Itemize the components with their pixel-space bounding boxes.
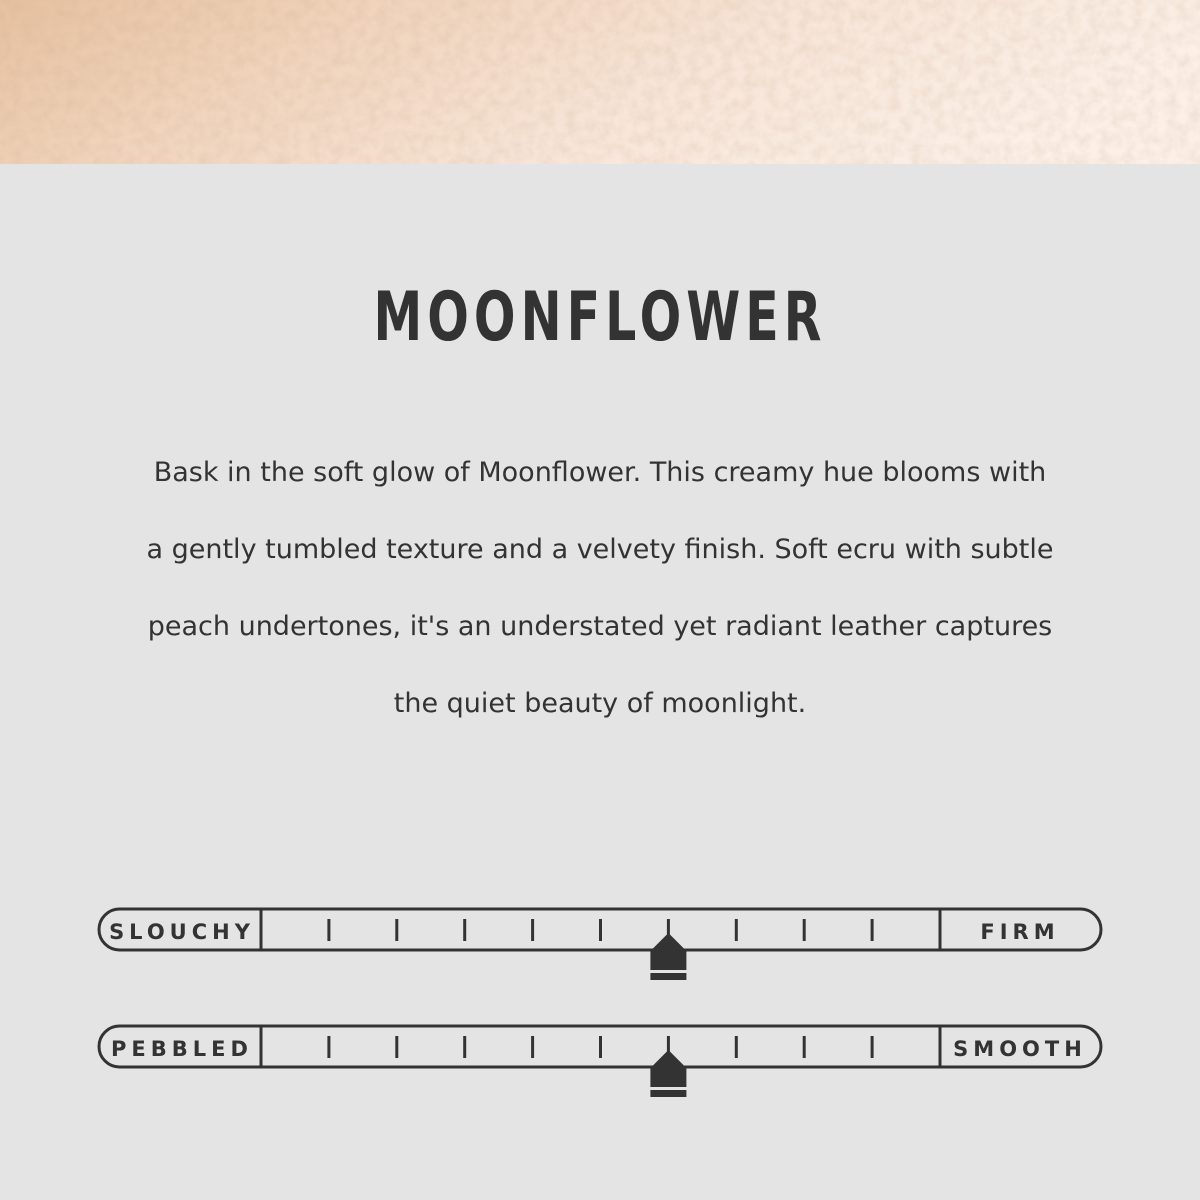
marker-base — [650, 1090, 686, 1097]
description-line: peach undertones, it's an understated yet radiant leather captures — [147, 611, 1053, 642]
leather-swatch-image — [0, 0, 1200, 164]
firmness-scale — [96, 907, 1106, 997]
scale-left-label: SLOUCHY — [109, 920, 255, 944]
product-title: MOONFLOWER — [373, 278, 827, 357]
scale-marker-icon — [650, 933, 686, 980]
scale-left-label: PEBBLED — [111, 1037, 253, 1061]
product-description — [100, 434, 1100, 742]
marker-base — [650, 973, 686, 980]
marker-body — [650, 933, 686, 970]
scale-right-label: SMOOTH — [953, 1037, 1087, 1061]
scale-ticks — [329, 919, 872, 941]
scale-right-label: FIRM — [980, 920, 1060, 944]
scale-ticks — [329, 1036, 872, 1058]
description-line: Bask in the soft glow of Moonflower. This creamy hue blooms with — [153, 457, 1047, 488]
marker-body — [650, 1050, 686, 1087]
scale-marker-icon — [650, 1050, 686, 1097]
description-line: the quiet beauty of moonlight. — [393, 688, 807, 719]
description-line: a gently tumbled texture and a velvety finish. Soft ecru with subtle — [146, 534, 1054, 565]
texture-scale — [96, 1024, 1106, 1114]
